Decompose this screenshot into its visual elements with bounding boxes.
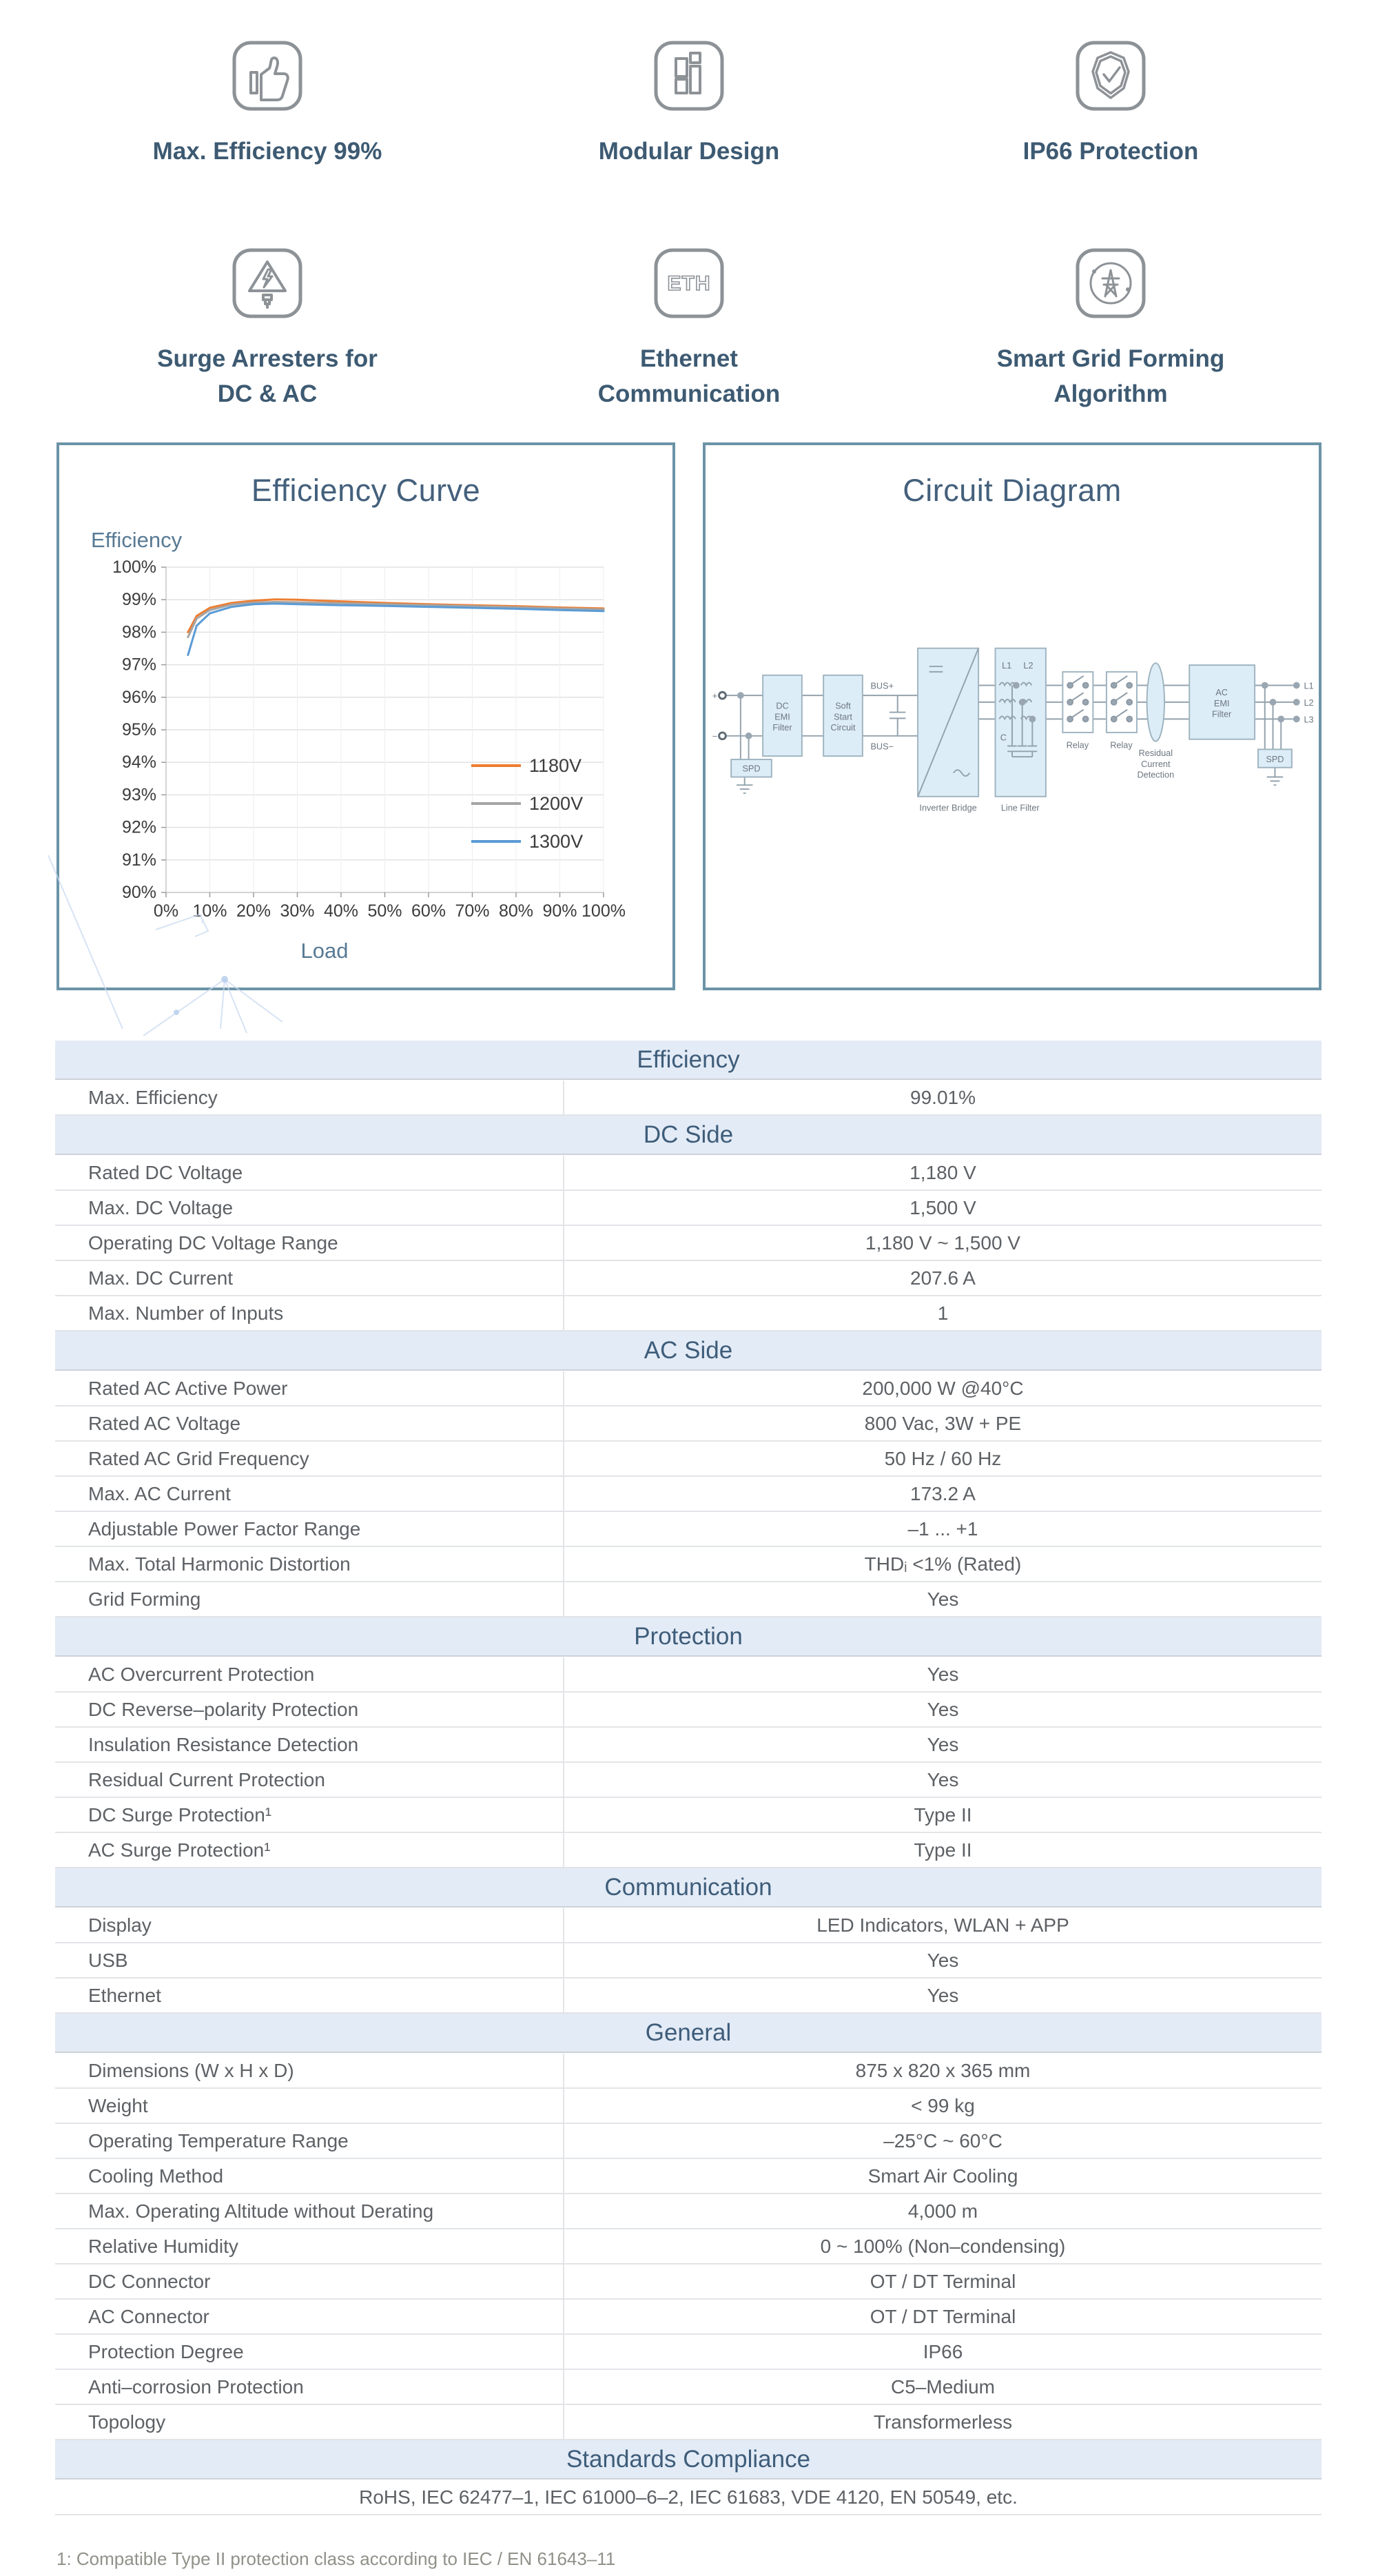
svg-text:EMI: EMI [774, 711, 790, 722]
svg-text:Filter: Filter [1212, 708, 1232, 719]
spd-ac-label: SPD [1266, 754, 1284, 765]
section-header-ac-side [55, 1331, 1322, 1371]
row-value: LED Indicators, WLAN + APP [563, 1908, 1322, 1942]
svg-text:L1: L1 [1002, 660, 1012, 671]
table-row [55, 2300, 1322, 2335]
svg-text:Circuit: Circuit [830, 722, 856, 733]
table-row [55, 1657, 1322, 1693]
table-row [55, 1547, 1322, 1582]
svg-text:Filter: Filter [772, 722, 792, 733]
section-title: AC Side [644, 1336, 733, 1364]
table-row [55, 2335, 1322, 2370]
table-row [55, 1261, 1322, 1296]
surge-arrester-icon [229, 245, 305, 321]
svg-text:Current: Current [1141, 759, 1171, 770]
svg-text:L3: L3 [1304, 714, 1314, 725]
row-label: Grid Forming [88, 1588, 201, 1610]
thumbs-up-icon-wrap [229, 38, 305, 114]
table-row [55, 1833, 1322, 1868]
row-value: 4,000 m [563, 2194, 1322, 2228]
table-row [55, 1943, 1322, 1979]
feature-shield-check [900, 38, 1322, 170]
legend-1200V: 1200V [529, 793, 584, 815]
row-label: Rated AC Active Power [88, 1377, 288, 1399]
svg-text:99%: 99% [121, 590, 156, 610]
row-value: 875 x 820 x 365 mm [563, 2054, 1322, 2087]
row-label: Topology [88, 2411, 166, 2433]
table-row [55, 1371, 1322, 1407]
section-title: Standards Compliance [566, 2445, 811, 2473]
row-value: Yes [563, 1657, 1322, 1691]
feature-row-2 [56, 245, 1322, 412]
feature-label: Max. Efficiency 99% [152, 138, 382, 165]
row-value: –1 ... +1 [563, 1512, 1322, 1546]
svg-text:90%: 90% [121, 883, 156, 903]
table-row [55, 1512, 1322, 1547]
svg-text:80%: 80% [498, 901, 534, 921]
table-row [55, 1442, 1322, 1477]
table-row-wide [55, 2480, 1322, 2515]
modular-icon-wrap [651, 38, 727, 114]
row-value: 1 [563, 1296, 1322, 1330]
svg-text:90%: 90% [542, 901, 577, 921]
surge-icon-wrap [229, 245, 305, 321]
row-value: 207.6 A [563, 1261, 1322, 1295]
svg-text:L1: L1 [1304, 680, 1314, 691]
row-label: Insulation Resistance Detection [88, 1733, 359, 1755]
row-label: AC Surge Protection¹ [88, 1839, 271, 1861]
row-value: Yes [563, 1979, 1322, 2012]
row-label: Cooling Method [88, 2165, 224, 2187]
section-title: Efficiency [637, 1045, 740, 1073]
spd-dc-label: SPD [742, 763, 761, 774]
svg-text:95%: 95% [121, 720, 156, 740]
row-label: Max. AC Current [88, 1482, 231, 1504]
feature-label: Smart Grid Forming Algorithm [996, 345, 1225, 407]
row-label: DC Reverse–polarity Protection [88, 1698, 359, 1720]
row-value: –25°C ~ 60°C [563, 2124, 1322, 2158]
shield-check-icon [1073, 38, 1149, 114]
eth-icon-wrap [651, 245, 727, 321]
row-label: DC Surge Protection¹ [88, 1803, 272, 1826]
section-header-general [55, 2014, 1322, 2053]
svg-text:BUS+: BUS+ [870, 680, 894, 691]
table-row [55, 1728, 1322, 1763]
row-label: Rated AC Voltage [88, 1412, 241, 1434]
row-value: Transformerless [563, 2405, 1322, 2439]
y-axis-label: Efficiency [91, 528, 183, 553]
circuit-diagram-panel [703, 442, 1322, 990]
row-value: RoHS, IEC 62477–1, IEC 61000–6–2, IEC 61683, VDE 4120, EN 50549, etc. [359, 2486, 1018, 2508]
section-header-protection [55, 1617, 1322, 1657]
grid-forming-icon-wrap [1073, 245, 1149, 321]
svg-text:40%: 40% [323, 901, 359, 921]
table-row [55, 2124, 1322, 2159]
row-label: Weight [88, 2094, 148, 2116]
row-label: Max. DC Voltage [88, 1196, 234, 1218]
svg-text:L2: L2 [1023, 660, 1034, 671]
table-row [55, 2089, 1322, 2124]
row-value: Smart Air Cooling [563, 2159, 1322, 2193]
legend-1180V: 1180V [529, 755, 582, 777]
svg-text:C: C [1000, 732, 1007, 743]
svg-text:20%: 20% [236, 901, 271, 921]
table-row [55, 1693, 1322, 1728]
svg-text:93%: 93% [121, 785, 156, 805]
circuit-diagram [706, 638, 1319, 840]
table-row [55, 1226, 1322, 1261]
row-label: Max. Efficiency [88, 1086, 218, 1108]
table-row [55, 1979, 1322, 2014]
inverter-bridge-label: Inverter Bridge [919, 802, 977, 813]
feature-label: Surge Arresters for DC & AC [157, 345, 378, 407]
modular-design-icon [651, 38, 727, 114]
relay2-label: Relay [1110, 739, 1133, 750]
row-label: Relative Humidity [88, 2235, 238, 2257]
svg-text:70%: 70% [455, 901, 490, 921]
svg-text:10%: 10% [192, 901, 227, 921]
thumbs-up-icon [229, 38, 305, 114]
row-value: 1,180 V [563, 1156, 1322, 1189]
row-value: Yes [563, 1943, 1322, 1977]
row-label: Rated AC Grid Frequency [88, 1447, 309, 1469]
table-row [55, 2054, 1322, 2089]
svg-text:91%: 91% [121, 850, 156, 870]
row-value: Yes [563, 1763, 1322, 1797]
svg-text:100%: 100% [582, 901, 626, 921]
feature-label: Ethernet Communication [597, 345, 781, 407]
table-row [55, 1763, 1322, 1798]
svg-text:94%: 94% [121, 753, 156, 773]
row-value: Type II [563, 1833, 1322, 1867]
row-label: Adjustable Power Factor Range [88, 1517, 361, 1540]
feature-eth [478, 245, 900, 412]
table-row [55, 2159, 1322, 2194]
row-label: Dimensions (W x H x D) [88, 2059, 294, 2081]
dc-minus-label: − [712, 730, 718, 742]
series-1300V [188, 604, 604, 655]
row-value: < 99 kg [563, 2089, 1322, 2123]
section-header-dc-side [55, 1116, 1322, 1155]
grid-forming-icon [1073, 245, 1149, 321]
row-label: Protection Degree [88, 2340, 244, 2362]
row-label: Max. Number of Inputs [88, 1302, 284, 1324]
row-label: Anti–corrosion Protection [88, 2375, 304, 2398]
table-row [55, 1296, 1322, 1331]
footnote: 1: Compatible Type II protection class according to IEC / EN 61643–11 [56, 2548, 616, 2570]
table-row [55, 2405, 1322, 2440]
row-label: Ethernet [88, 1984, 161, 2006]
row-label: Operating DC Voltage Range [88, 1231, 338, 1254]
svg-text:BUS−: BUS− [870, 741, 894, 752]
table-row [55, 1156, 1322, 1191]
x-axis-label: Load [300, 939, 349, 963]
table-row [55, 2265, 1322, 2300]
feature-label: IP66 Protection [1022, 138, 1199, 165]
row-value: C5–Medium [563, 2370, 1322, 2404]
row-value: 800 Vac, 3W + PE [563, 1407, 1322, 1440]
feature-grid [56, 38, 1322, 411]
svg-text:Residual: Residual [1138, 748, 1173, 759]
svg-text:98%: 98% [121, 622, 156, 642]
row-value: THDᵢ <1% (Rated) [563, 1547, 1322, 1581]
efficiency-curve-title: Efficiency Curve [251, 473, 481, 509]
legend-1300V: 1300V [529, 831, 584, 852]
row-value: IP66 [563, 2335, 1322, 2369]
feature-label: Modular Design [598, 138, 780, 165]
line-filter-label: Line Filter [1000, 802, 1040, 813]
section-title: General [645, 2018, 732, 2046]
table-row [55, 2194, 1322, 2229]
row-value: Yes [563, 1728, 1322, 1761]
datasheet-page [0, 38, 1378, 2576]
svg-text:EMI: EMI [1213, 698, 1230, 709]
row-value: 1,500 V [563, 1191, 1322, 1225]
row-value: OT / DT Terminal [563, 2265, 1322, 2298]
row-value: OT / DT Terminal [563, 2300, 1322, 2333]
svg-text:50%: 50% [367, 901, 402, 921]
table-row [55, 2370, 1322, 2405]
dc-plus-label: + [712, 691, 718, 702]
row-label: Rated DC Voltage [88, 1161, 243, 1183]
row-value: 50 Hz / 60 Hz [563, 1442, 1322, 1475]
spec-table [55, 1041, 1322, 2515]
row-value: 0 ~ 100% (Non–condensing) [563, 2229, 1322, 2263]
svg-text:96%: 96% [121, 688, 156, 708]
feature-thumbs-up [56, 38, 478, 170]
table-row [55, 1191, 1322, 1226]
row-label: Display [88, 1914, 152, 1936]
efficiency-chart [73, 555, 659, 941]
svg-text:AC: AC [1215, 687, 1228, 698]
svg-text:92%: 92% [121, 817, 156, 837]
circuit-diagram-title: Circuit Diagram [903, 473, 1122, 509]
svg-text:97%: 97% [121, 655, 156, 675]
efficiency-curve-panel [56, 442, 675, 990]
section-header-standards-compliance [55, 2440, 1322, 2480]
table-row [55, 1407, 1322, 1442]
row-label: Max. DC Current [88, 1267, 234, 1289]
feature-surge [56, 245, 478, 412]
row-label: AC Connector [88, 2305, 209, 2327]
table-row [55, 1477, 1322, 1512]
row-label: Residual Current Protection [88, 1768, 325, 1790]
section-title: DC Side [643, 1121, 734, 1148]
row-label: Max. Operating Altitude without Derating [88, 2200, 434, 2222]
svg-text:60%: 60% [411, 901, 446, 921]
svg-text:ETH: ETH [667, 272, 711, 295]
table-row [55, 1798, 1322, 1833]
feature-grid-forming [900, 245, 1322, 412]
svg-text:100%: 100% [112, 558, 156, 577]
row-label: DC Connector [88, 2270, 211, 2292]
section-header-communication [55, 1868, 1322, 1908]
table-row [55, 1582, 1322, 1617]
section-header-efficiency [55, 1041, 1322, 1080]
table-row [55, 1081, 1322, 1116]
feature-modular [478, 38, 900, 170]
svg-text:Detection: Detection [1137, 769, 1175, 780]
svg-text:0%: 0% [153, 901, 179, 921]
table-row [55, 2229, 1322, 2265]
shield-check-icon-wrap [1073, 38, 1149, 114]
row-value: Yes [563, 1582, 1322, 1616]
panels-row [56, 442, 1322, 990]
row-label: USB [88, 1949, 128, 1971]
svg-text:DC: DC [776, 700, 789, 711]
svg-text:30%: 30% [280, 901, 315, 921]
row-value: Type II [563, 1798, 1322, 1832]
svg-text:Start: Start [834, 711, 852, 722]
row-label: AC Overcurrent Protection [88, 1663, 315, 1685]
row-label: Max. Total Harmonic Distortion [88, 1553, 351, 1575]
svg-text:L2: L2 [1304, 697, 1314, 708]
ethernet-icon [651, 245, 727, 321]
section-title: Communication [604, 1873, 772, 1901]
feature-row-1 [56, 38, 1322, 170]
row-value: 99.01% [563, 1081, 1322, 1114]
relay1-label: Relay [1066, 739, 1089, 750]
svg-text:Soft: Soft [835, 700, 851, 711]
section-title: Protection [634, 1622, 743, 1650]
row-label: Operating Temperature Range [88, 2129, 349, 2151]
row-value: 200,000 W @40°C [563, 1371, 1322, 1405]
row-value: Yes [563, 1693, 1322, 1726]
row-value: 1,180 V ~ 1,500 V [563, 1226, 1322, 1260]
row-value: 173.2 A [563, 1477, 1322, 1511]
table-row [55, 1908, 1322, 1943]
